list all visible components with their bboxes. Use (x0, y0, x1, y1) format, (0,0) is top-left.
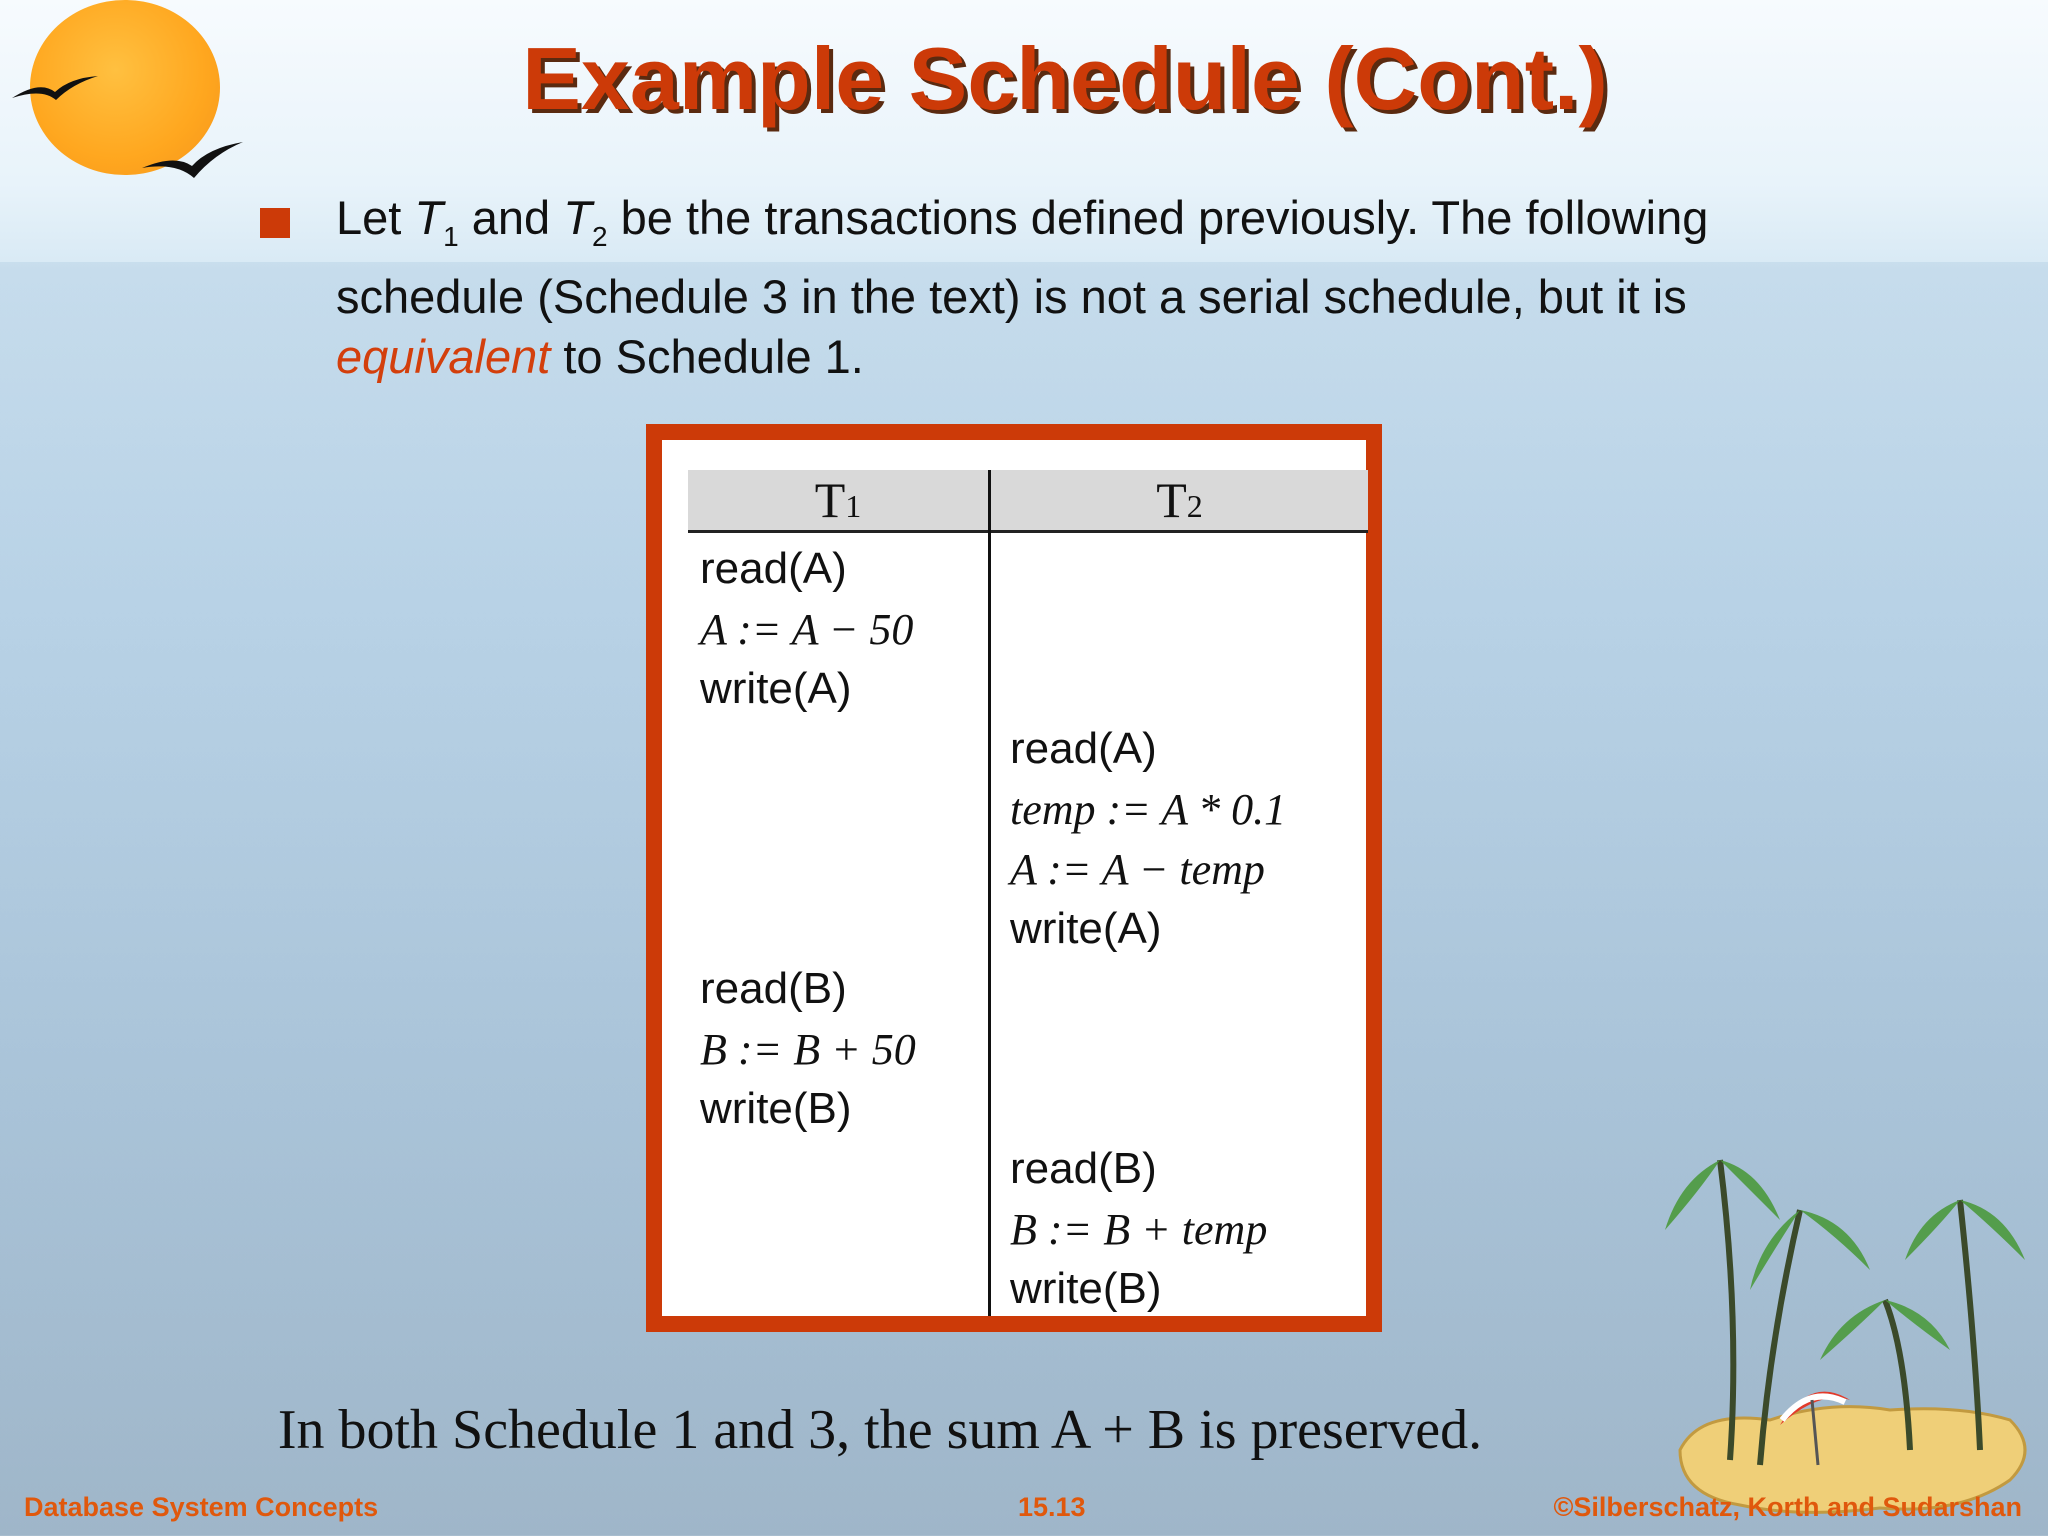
t2-op: read(B) (1010, 1144, 1157, 1193)
schedule-table-frame (646, 424, 1382, 1332)
t1-op: read(A) (700, 544, 847, 593)
conclusion-text: In both Schedule 1 and 3, the sum A + B is preserved. (277, 1399, 1483, 1461)
bullet-text: Let $T_1$ and $T_2$ be the transactions defined previously. The following schedule (Schedule 3 in the text) is not a serial schedule, but it is equivalent to Schedule 1. (336, 191, 1709, 383)
bird-icon-2 (140, 140, 245, 185)
slide-title: Example Schedule (Cont.) (522, 29, 1608, 128)
palm-island-icon (1660, 1120, 2040, 1520)
column-header-t2: T2 (1156, 472, 1203, 528)
column-divider (988, 470, 991, 1316)
t2-op: write(B) (1010, 1264, 1162, 1313)
t2-op: B := B + temp (1010, 1205, 1268, 1254)
t2-op: temp := A * 0.1 (1010, 785, 1287, 834)
footer-copyright: ©Silberschatz, Korth and Sudarshan (1553, 1492, 2022, 1522)
t1-op: write(A) (700, 664, 852, 713)
t2-op: write(A) (1010, 904, 1162, 953)
bullet-square-icon (260, 208, 290, 238)
footer-page-number: 15.13 (1018, 1492, 1086, 1522)
column-header-t1: T1 (814, 472, 862, 528)
t2-op: A := A − temp (1010, 845, 1265, 894)
t1-op: B := B + 50 (700, 1025, 916, 1074)
emphasis-text: equivalent (336, 330, 551, 383)
t1-op: write(B) (700, 1084, 852, 1133)
t1-op: read(B) (700, 964, 847, 1013)
footer-left: Database System Concepts (24, 1492, 379, 1522)
t1-op: A := A − 50 (700, 605, 914, 654)
t2-op: read(A) (1010, 724, 1157, 773)
